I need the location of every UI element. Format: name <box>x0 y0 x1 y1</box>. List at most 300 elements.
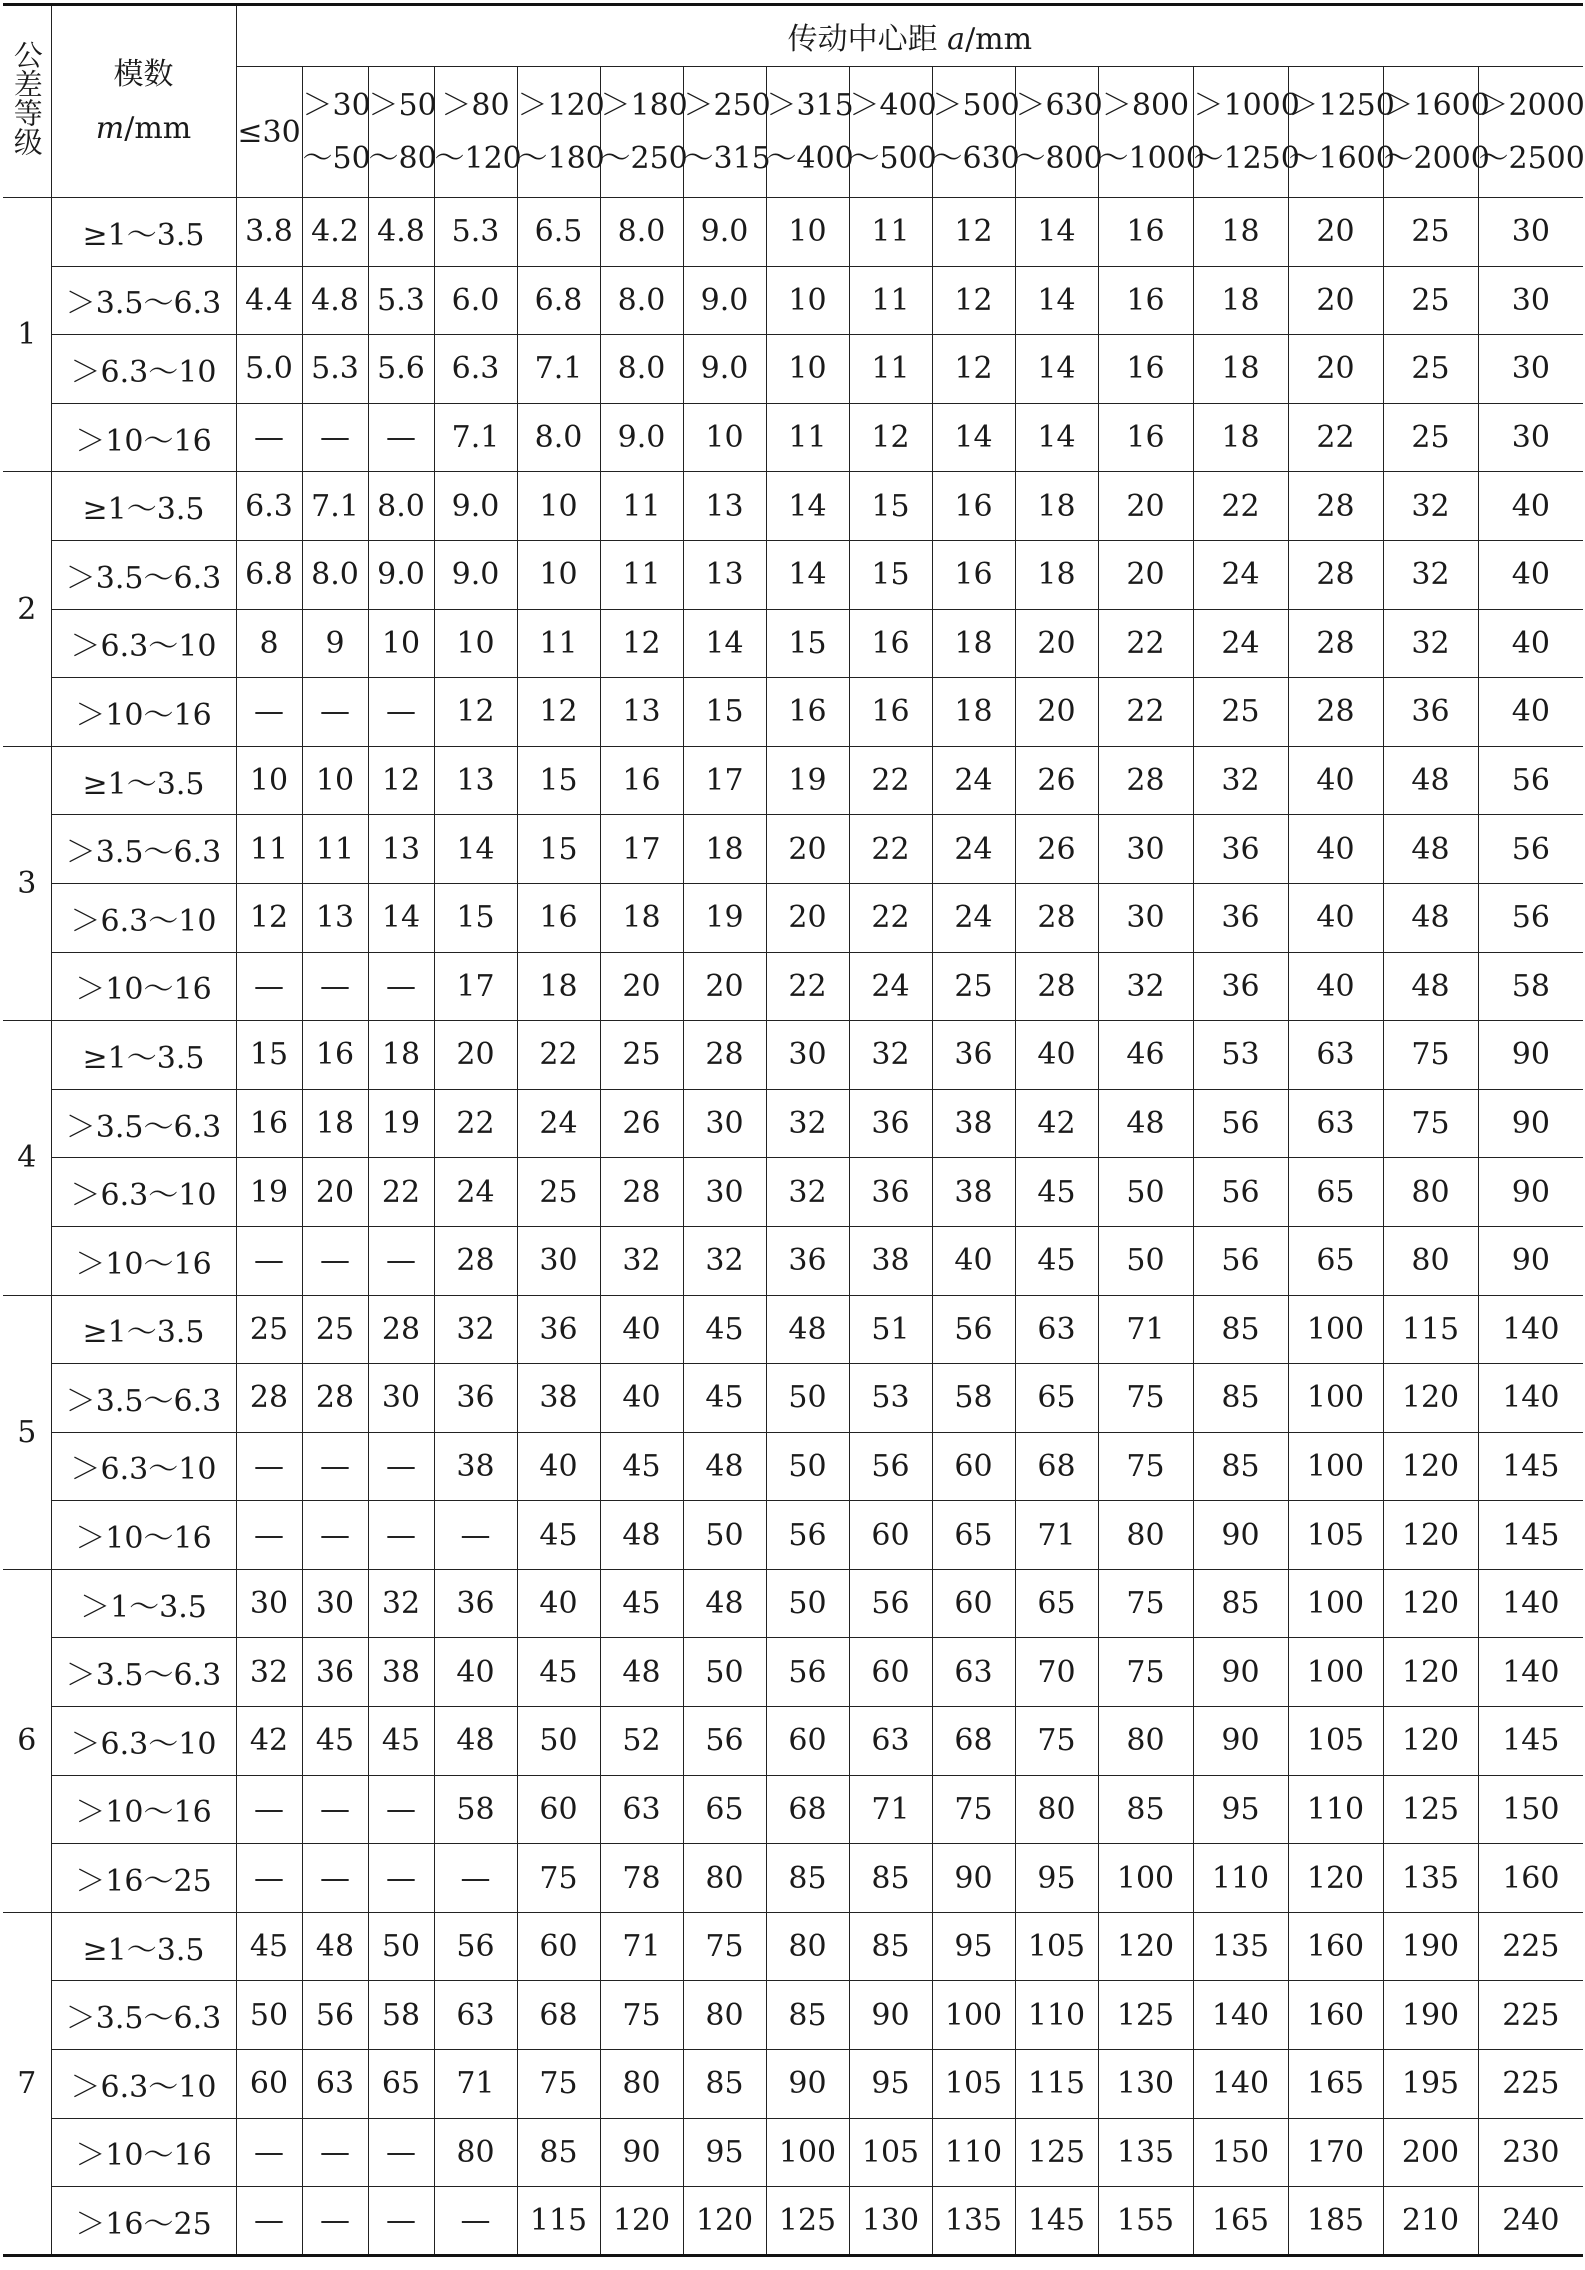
value-cell: 30 <box>1478 335 1583 404</box>
value-cell: 22 <box>766 952 849 1021</box>
value-cell: 120 <box>1288 1844 1383 1913</box>
value-cell: 58 <box>434 1775 517 1844</box>
range-lower: ＞1250 <box>1288 88 1395 123</box>
module-cell: ＞10～16 <box>51 678 236 747</box>
value-cell: 75 <box>517 1844 600 1913</box>
value-cell: 225 <box>1478 1912 1583 1981</box>
range-lower: ≤30 <box>237 114 301 150</box>
grade-cell: 2 <box>3 472 51 746</box>
value-cell: 30 <box>1098 883 1193 952</box>
module-cell: ＞10～16 <box>51 2118 236 2187</box>
value-cell: 60 <box>849 1638 932 1707</box>
module-cell: ≥1～3.5 <box>51 472 236 541</box>
value-cell: 75 <box>683 1912 766 1981</box>
value-cell: 63 <box>1015 1295 1098 1364</box>
value-cell: 120 <box>1383 1707 1478 1776</box>
value-cell: 60 <box>849 1501 932 1570</box>
range-upper: ～630 <box>932 141 1020 176</box>
grade-cell: 4 <box>3 1021 51 1295</box>
range-upper: ～2500 <box>1478 141 1585 176</box>
value-cell: 28 <box>1288 678 1383 747</box>
value-cell: 80 <box>766 1912 849 1981</box>
value-cell: 8.0 <box>600 335 683 404</box>
range-lower: ＞80 <box>441 88 510 123</box>
value-cell: 14 <box>766 472 849 541</box>
module-label: 模数 <box>113 56 174 92</box>
value-cell: 105 <box>932 2050 1015 2119</box>
value-cell: 50 <box>1098 1158 1193 1227</box>
value-cell: 70 <box>1015 1638 1098 1707</box>
value-cell: 12 <box>600 609 683 678</box>
value-cell: 20 <box>683 952 766 1021</box>
value-cell: 95 <box>683 2118 766 2187</box>
value-cell: 65 <box>1015 1569 1098 1638</box>
value-cell: 40 <box>1478 472 1583 541</box>
value-cell: 85 <box>517 2118 600 2187</box>
range-upper: ～2000 <box>1383 141 1490 176</box>
value-cell: 14 <box>766 540 849 609</box>
value-cell: 14 <box>1015 266 1098 335</box>
value-cell: — <box>434 1844 517 1913</box>
value-cell: 90 <box>1478 1089 1583 1158</box>
value-cell: 36 <box>932 1021 1015 1090</box>
value-cell: 15 <box>517 746 600 815</box>
value-cell: 80 <box>600 2050 683 2119</box>
value-cell: 90 <box>849 1981 932 2050</box>
value-cell: 10 <box>766 266 849 335</box>
range-header-5 <box>600 67 688 198</box>
value-cell: 17 <box>434 952 517 1021</box>
value-cell: 100 <box>766 2118 849 2187</box>
value-cell: 9 <box>302 609 368 678</box>
value-cell: 18 <box>1015 540 1098 609</box>
table-row <box>3 1158 1583 1227</box>
value-cell: 16 <box>932 472 1015 541</box>
value-cell: 56 <box>849 1432 932 1501</box>
value-cell: 50 <box>766 1432 849 1501</box>
value-cell: 28 <box>368 1295 434 1364</box>
value-cell: — <box>302 2118 368 2187</box>
value-cell: 75 <box>1098 1364 1193 1433</box>
value-cell: 51 <box>849 1295 932 1364</box>
value-cell: 45 <box>368 1707 434 1776</box>
value-cell: 20 <box>1288 198 1383 267</box>
value-cell: 24 <box>1193 609 1288 678</box>
value-cell: 135 <box>1193 1912 1288 1981</box>
value-cell: 22 <box>849 746 932 815</box>
value-cell: 13 <box>683 472 766 541</box>
value-cell: 24 <box>434 1158 517 1227</box>
value-cell: 40 <box>1478 609 1583 678</box>
value-cell: 10 <box>683 403 766 472</box>
value-cell: 13 <box>600 678 683 747</box>
value-cell: — <box>236 2118 302 2187</box>
value-cell: — <box>302 403 368 472</box>
value-cell: — <box>302 1501 368 1570</box>
value-cell: 17 <box>600 815 683 884</box>
value-cell: 6.8 <box>517 266 600 335</box>
value-cell: 30 <box>1098 815 1193 884</box>
value-cell: 10 <box>434 609 517 678</box>
value-cell: 45 <box>1015 1158 1098 1227</box>
module-cell: ＞16～25 <box>51 1844 236 1913</box>
value-cell: 32 <box>683 1226 766 1295</box>
value-cell: 155 <box>1098 2187 1193 2256</box>
module-cell: ＞6.3～10 <box>51 1432 236 1501</box>
value-cell: 30 <box>368 1364 434 1433</box>
value-cell: 4.2 <box>302 198 368 267</box>
value-cell: 13 <box>683 540 766 609</box>
value-cell: 85 <box>1193 1364 1288 1433</box>
value-cell: 16 <box>932 540 1015 609</box>
value-cell: 20 <box>1288 335 1383 404</box>
table-header <box>3 5 1583 198</box>
value-cell: 10 <box>302 746 368 815</box>
value-cell: 20 <box>600 952 683 1021</box>
value-cell: 100 <box>1288 1295 1383 1364</box>
table-row <box>3 1089 1583 1158</box>
value-cell: 40 <box>1288 815 1383 884</box>
value-cell: 30 <box>1478 266 1583 335</box>
value-cell: 90 <box>766 2050 849 2119</box>
value-cell: 14 <box>1015 198 1098 267</box>
value-cell: 4.4 <box>236 266 302 335</box>
table-row <box>3 1226 1583 1295</box>
value-cell: 63 <box>1288 1021 1383 1090</box>
table-row <box>3 1912 1583 1981</box>
range-upper: ～50 <box>302 141 371 176</box>
value-cell: 145 <box>1478 1501 1583 1570</box>
value-cell: 65 <box>932 1501 1015 1570</box>
module-cell: ＞6.3～10 <box>51 1707 236 1776</box>
value-cell: 19 <box>368 1089 434 1158</box>
value-cell: 13 <box>434 746 517 815</box>
value-cell: 75 <box>1098 1638 1193 1707</box>
value-cell: 9.0 <box>683 266 766 335</box>
value-cell: 135 <box>932 2187 1015 2256</box>
value-cell: 40 <box>517 1569 600 1638</box>
value-cell: — <box>302 2187 368 2256</box>
value-cell: 36 <box>434 1569 517 1638</box>
value-cell: 60 <box>236 2050 302 2119</box>
value-cell: — <box>368 2187 434 2256</box>
value-cell: 9.0 <box>683 198 766 267</box>
value-cell: 22 <box>1098 609 1193 678</box>
range-upper: ～180 <box>517 141 605 176</box>
value-cell: 120 <box>1383 1638 1478 1707</box>
value-cell: 7.1 <box>434 403 517 472</box>
value-cell: 150 <box>1193 2118 1288 2187</box>
value-cell: 8 <box>236 609 302 678</box>
range-header-7 <box>766 67 854 198</box>
value-cell: 85 <box>849 1912 932 1981</box>
module-cell: ＞6.3～10 <box>51 883 236 952</box>
value-cell: 56 <box>1193 1158 1288 1227</box>
value-cell: 40 <box>1478 540 1583 609</box>
table-row <box>3 1775 1583 1844</box>
value-cell: — <box>302 1432 368 1501</box>
value-cell: 56 <box>683 1707 766 1776</box>
value-cell: 14 <box>932 403 1015 472</box>
value-cell: 24 <box>517 1089 600 1158</box>
value-cell: 5.3 <box>434 198 517 267</box>
value-cell: 16 <box>517 883 600 952</box>
value-cell: 16 <box>1098 198 1193 267</box>
value-cell: 130 <box>849 2187 932 2256</box>
range-header-6 <box>683 67 771 198</box>
value-cell: 60 <box>932 1432 1015 1501</box>
value-cell: 45 <box>1015 1226 1098 1295</box>
value-cell: 85 <box>766 1981 849 2050</box>
value-cell: 30 <box>1478 198 1583 267</box>
module-cell: ＞10～16 <box>51 1226 236 1295</box>
value-cell: 32 <box>1193 746 1288 815</box>
grade-cell: 5 <box>3 1295 51 1569</box>
value-cell: 125 <box>1015 2118 1098 2187</box>
range-header-12 <box>1193 67 1300 198</box>
value-cell: 48 <box>683 1569 766 1638</box>
value-cell: — <box>236 1775 302 1844</box>
value-cell: 42 <box>1015 1089 1098 1158</box>
value-cell: 58 <box>932 1364 1015 1433</box>
value-cell: 230 <box>1478 2118 1583 2187</box>
grade-column-header <box>3 5 51 198</box>
module-cell: ＞6.3～10 <box>51 609 236 678</box>
value-cell: 125 <box>1098 1981 1193 2050</box>
value-cell: 16 <box>1098 335 1193 404</box>
value-cell: 10 <box>236 746 302 815</box>
value-cell: 16 <box>849 678 932 747</box>
value-cell: 20 <box>302 1158 368 1227</box>
range-header-2 <box>368 67 437 198</box>
value-cell: 22 <box>849 883 932 952</box>
range-header-15 <box>1478 67 1583 198</box>
value-cell: 20 <box>1288 266 1383 335</box>
module-cell: ＞6.3～10 <box>51 1158 236 1227</box>
range-upper: ～1600 <box>1288 141 1395 176</box>
value-cell: 50 <box>236 1981 302 2050</box>
value-cell: 120 <box>1383 1569 1478 1638</box>
value-cell: 13 <box>368 815 434 884</box>
module-variable: m <box>95 110 125 146</box>
value-cell: 80 <box>1015 1775 1098 1844</box>
value-cell: 50 <box>766 1569 849 1638</box>
value-cell: 28 <box>683 1021 766 1090</box>
range-lower: ＞800 <box>1101 88 1190 123</box>
value-cell: 20 <box>1098 540 1193 609</box>
tolerance-table <box>3 3 1583 2257</box>
value-cell: 105 <box>1288 1501 1383 1570</box>
value-cell: 24 <box>1193 540 1288 609</box>
range-header-8 <box>849 67 937 198</box>
value-cell: 45 <box>517 1501 600 1570</box>
range-upper: ～80 <box>368 141 437 176</box>
value-cell: 24 <box>932 883 1015 952</box>
value-cell: 145 <box>1478 1707 1583 1776</box>
value-cell: 53 <box>1193 1021 1288 1090</box>
value-cell: 40 <box>600 1295 683 1364</box>
value-cell: 32 <box>849 1021 932 1090</box>
value-cell: 38 <box>932 1089 1015 1158</box>
value-cell: — <box>368 2118 434 2187</box>
value-cell: 185 <box>1288 2187 1383 2256</box>
range-header-3 <box>434 67 522 198</box>
value-cell: — <box>302 1844 368 1913</box>
value-cell: 32 <box>1383 609 1478 678</box>
value-cell: 11 <box>517 609 600 678</box>
value-cell: 24 <box>932 815 1015 884</box>
range-header-9 <box>932 67 1020 198</box>
value-cell: 68 <box>932 1707 1015 1776</box>
value-cell: 56 <box>434 1912 517 1981</box>
table-row <box>3 1364 1583 1433</box>
value-cell: 32 <box>766 1158 849 1227</box>
value-cell: 140 <box>1193 2050 1288 2119</box>
table-row <box>3 678 1583 747</box>
value-cell: — <box>302 1775 368 1844</box>
value-cell: 12 <box>517 678 600 747</box>
value-cell: 7.1 <box>517 335 600 404</box>
value-cell: 90 <box>932 1844 1015 1913</box>
value-cell: 63 <box>302 2050 368 2119</box>
range-header-13 <box>1288 67 1395 198</box>
value-cell: — <box>368 1844 434 1913</box>
value-cell: 145 <box>1015 2187 1098 2256</box>
value-cell: 56 <box>849 1569 932 1638</box>
value-cell: 120 <box>1383 1501 1478 1570</box>
value-cell: 15 <box>849 472 932 541</box>
range-lower: ＞630 <box>1015 88 1103 123</box>
range-lower: ＞30 <box>302 88 371 123</box>
value-cell: 60 <box>766 1707 849 1776</box>
table-row <box>3 952 1583 1021</box>
value-cell: 125 <box>766 2187 849 2256</box>
value-cell: 71 <box>849 1775 932 1844</box>
value-cell: 95 <box>1015 1844 1098 1913</box>
value-cell: 19 <box>766 746 849 815</box>
value-cell: 18 <box>1193 403 1288 472</box>
range-lower: ＞120 <box>517 88 605 123</box>
value-cell: — <box>302 952 368 1021</box>
range-lower: ＞250 <box>683 88 771 123</box>
grade-cell: 7 <box>3 1912 51 2255</box>
value-cell: — <box>236 1844 302 1913</box>
grade-cell: 3 <box>3 746 51 1020</box>
value-cell: 85 <box>1098 1775 1193 1844</box>
value-cell: 22 <box>517 1021 600 1090</box>
value-cell: 22 <box>1098 678 1193 747</box>
value-cell: 22 <box>368 1158 434 1227</box>
value-cell: 18 <box>932 678 1015 747</box>
value-cell: 45 <box>683 1295 766 1364</box>
value-cell: 130 <box>1098 2050 1193 2119</box>
value-cell: 60 <box>517 1912 600 1981</box>
value-cell: 120 <box>1098 1912 1193 1981</box>
value-cell: 100 <box>1288 1569 1383 1638</box>
value-cell: 80 <box>1098 1501 1193 1570</box>
value-cell: 10 <box>766 198 849 267</box>
value-cell: 90 <box>1193 1707 1288 1776</box>
range-upper: ～800 <box>1015 141 1103 176</box>
range-upper: ～315 <box>683 141 771 176</box>
value-cell: 68 <box>517 1981 600 2050</box>
value-cell: 48 <box>1098 1089 1193 1158</box>
value-cell: 68 <box>1015 1432 1098 1501</box>
value-cell: 8.0 <box>368 472 434 541</box>
table-body <box>3 198 1583 2256</box>
value-cell: 80 <box>1383 1158 1478 1227</box>
value-cell: 25 <box>932 952 1015 1021</box>
table-row <box>3 472 1583 541</box>
value-cell: 45 <box>302 1707 368 1776</box>
value-cell: 40 <box>932 1226 1015 1295</box>
value-cell: 120 <box>600 2187 683 2256</box>
value-cell: 12 <box>849 403 932 472</box>
value-cell: 65 <box>1288 1226 1383 1295</box>
value-cell: 140 <box>1193 1981 1288 2050</box>
value-cell: 71 <box>434 2050 517 2119</box>
value-cell: 56 <box>1193 1226 1288 1295</box>
value-cell: 85 <box>766 1844 849 1913</box>
value-cell: 63 <box>1288 1089 1383 1158</box>
value-cell: 8.0 <box>600 198 683 267</box>
value-cell: 90 <box>1478 1158 1583 1227</box>
value-cell: 140 <box>1478 1569 1583 1638</box>
value-cell: 53 <box>849 1364 932 1433</box>
value-cell: 30 <box>766 1021 849 1090</box>
value-cell: 40 <box>1288 883 1383 952</box>
value-cell: 105 <box>1015 1912 1098 1981</box>
value-cell: 225 <box>1478 1981 1583 2050</box>
table-row <box>3 2187 1583 2256</box>
value-cell: 30 <box>683 1089 766 1158</box>
module-cell: ＞3.5～6.3 <box>51 1638 236 1707</box>
value-cell: 120 <box>1383 1432 1478 1501</box>
value-cell: 140 <box>1478 1364 1583 1433</box>
value-cell: 68 <box>766 1775 849 1844</box>
value-cell: 45 <box>600 1432 683 1501</box>
value-cell: 11 <box>302 815 368 884</box>
value-cell: 9.0 <box>683 335 766 404</box>
value-cell: 85 <box>1193 1569 1288 1638</box>
value-cell: 15 <box>236 1021 302 1090</box>
value-cell: 36 <box>302 1638 368 1707</box>
value-cell: 40 <box>1478 678 1583 747</box>
value-cell: — <box>236 1432 302 1501</box>
module-cell: ＞6.3～10 <box>51 2050 236 2119</box>
value-cell: 17 <box>683 746 766 815</box>
center-distance-unit: /mm <box>965 22 1033 57</box>
value-cell: 75 <box>1383 1089 1478 1158</box>
value-cell: 100 <box>1288 1364 1383 1433</box>
grade-cell: 6 <box>3 1569 51 1912</box>
value-cell: 25 <box>1383 403 1478 472</box>
value-cell: 9.0 <box>600 403 683 472</box>
table-row <box>3 1981 1583 2050</box>
module-cell: ＞3.5～6.3 <box>51 1364 236 1433</box>
value-cell: 170 <box>1288 2118 1383 2187</box>
value-cell: 20 <box>1015 609 1098 678</box>
value-cell: 8.0 <box>302 540 368 609</box>
value-cell: 9.0 <box>434 540 517 609</box>
value-cell: 36 <box>1383 678 1478 747</box>
value-cell: 30 <box>1478 403 1583 472</box>
module-cell: ＞3.5～6.3 <box>51 266 236 335</box>
value-cell: 115 <box>1015 2050 1098 2119</box>
module-cell: ＞1～3.5 <box>51 1569 236 1638</box>
value-cell: 32 <box>600 1226 683 1295</box>
value-cell: 28 <box>434 1226 517 1295</box>
